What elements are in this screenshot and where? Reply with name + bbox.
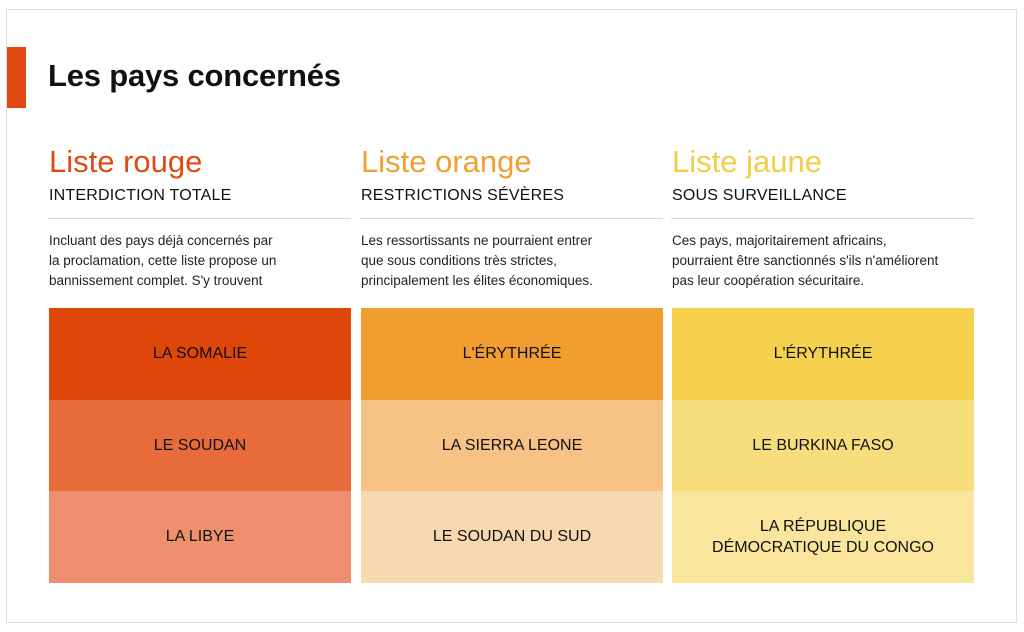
description-line: Ces pays, majoritairement africains, <box>672 233 887 248</box>
column-description <box>361 231 651 291</box>
description-line: bannissement complet. S'y trouvent <box>49 273 263 288</box>
country-tiles <box>672 308 974 583</box>
country-tile: L'ÉRYTHRÉE <box>361 308 663 400</box>
country-tile: LA RÉPUBLIQUE DÉMOCRATIQUE DU CONGO <box>672 491 974 583</box>
column-divider <box>360 218 663 219</box>
description-line: Les ressortissants ne pourraient entrer <box>361 233 593 248</box>
description-line: pas leur coopération sécuritaire. <box>672 273 865 288</box>
country-tile: LA LIBYE <box>49 491 351 583</box>
column-title: Liste jaune <box>672 144 822 179</box>
column-divider <box>48 218 351 219</box>
country-tile: LA SOMALIE <box>49 308 351 400</box>
country-tile: LE BURKINA FASO <box>672 400 974 492</box>
description-line: pourraient être sanctionnés s'ils n'améliorent <box>672 253 939 268</box>
country-tile: L'ÉRYTHRÉE <box>672 308 974 400</box>
page-title: Les pays concernés <box>48 58 341 93</box>
column-title: Liste rouge <box>49 144 203 179</box>
description-line: principalement les élites économiques. <box>361 273 593 288</box>
country-tile: LE SOUDAN <box>49 400 351 492</box>
column-divider <box>671 218 974 219</box>
description-line: Incluant des pays déjà concernés par <box>49 233 273 248</box>
title-accent-bar <box>7 47 26 108</box>
country-tile: LE SOUDAN DU SUD <box>361 491 663 583</box>
country-tiles <box>49 308 351 583</box>
column-description <box>672 231 962 291</box>
description-line: la proclamation, cette liste propose un <box>49 253 277 268</box>
description-line: que sous conditions très strictes, <box>361 253 557 268</box>
country-tiles <box>361 308 663 583</box>
column-subtitle: SOUS SURVEILLANCE <box>672 187 847 204</box>
column-title: Liste orange <box>361 144 532 179</box>
country-tile: LA SIERRA LEONE <box>361 400 663 492</box>
column-subtitle: RESTRICTIONS SÉVÈRES <box>361 187 565 204</box>
column-description <box>49 231 339 291</box>
column-subtitle: INTERDICTION TOTALE <box>49 187 232 204</box>
